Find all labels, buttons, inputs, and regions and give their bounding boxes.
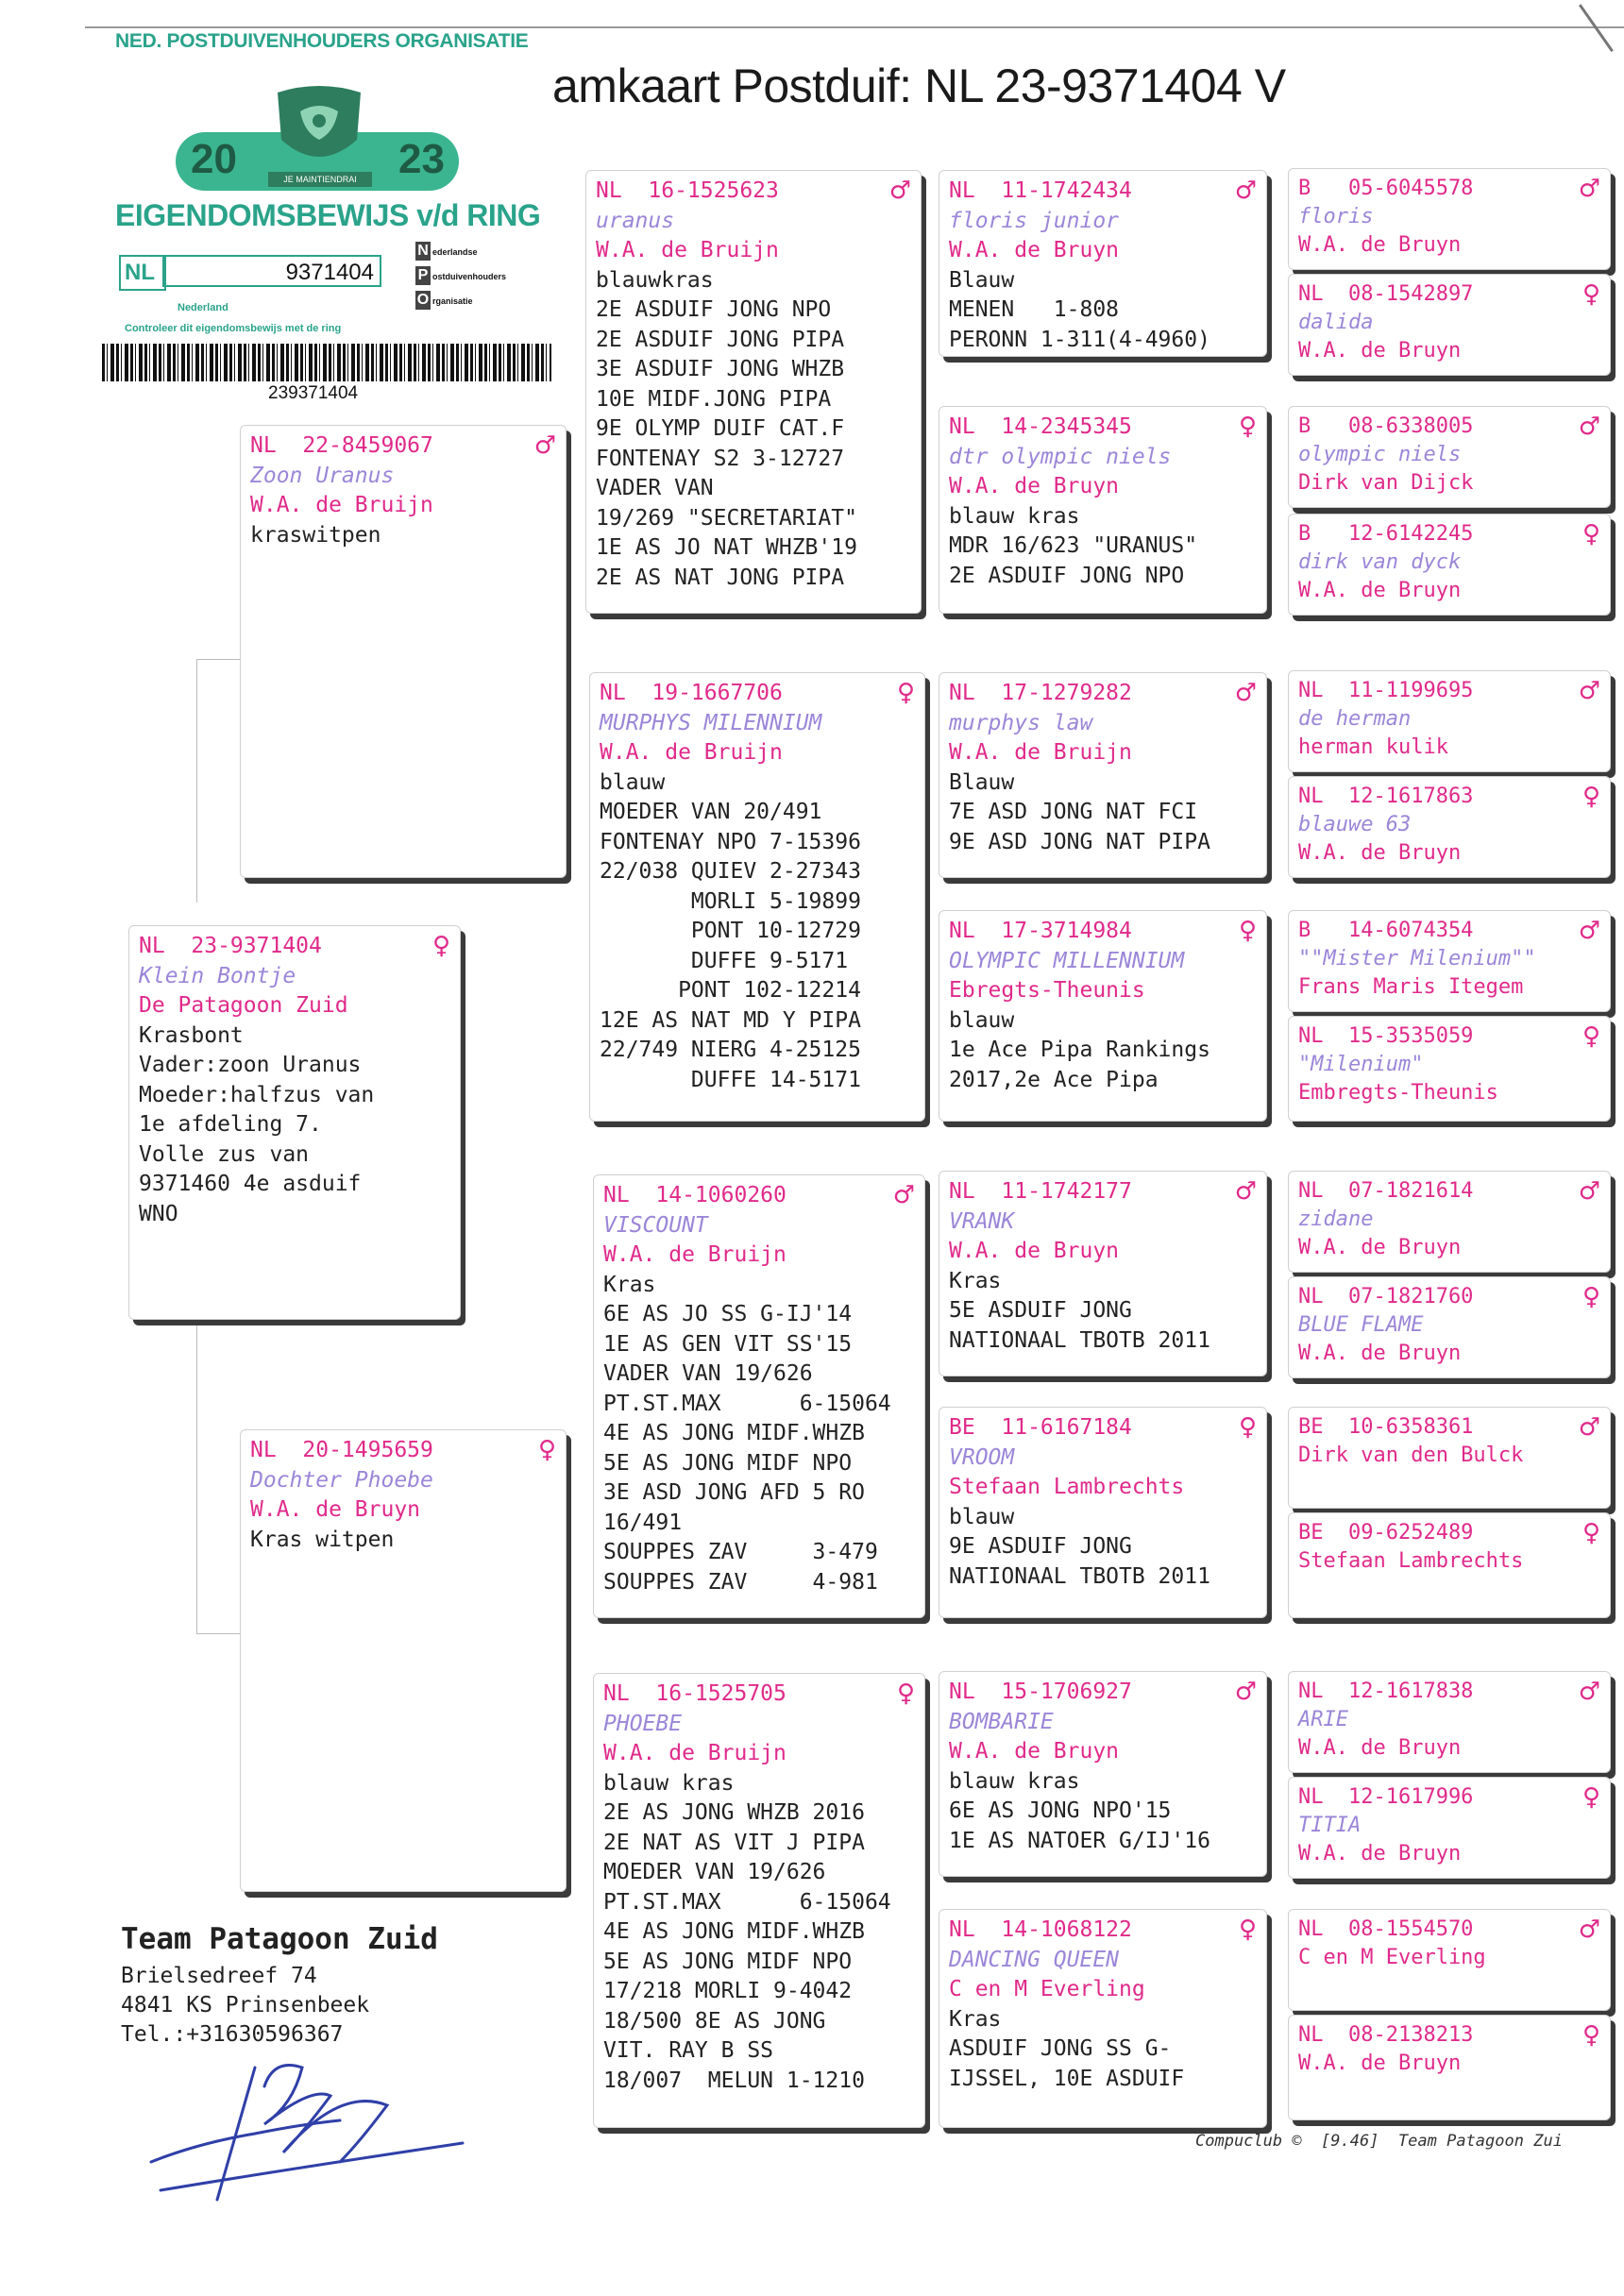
- pigeon-card-sire: [240, 425, 567, 878]
- male-icon: ♂: [1578, 175, 1600, 203]
- pigeon-card-g5: [1288, 670, 1611, 772]
- pigeon-detail: PERONN 1-311(4-4960): [949, 327, 1210, 352]
- pigeon-owner: W.A. de Bruyn: [949, 1239, 1120, 1263]
- pigeon-owner: Embregts-Theunis: [1298, 1081, 1498, 1105]
- pigeon-card-ff: [585, 170, 922, 614]
- pigeon-detail: Krasbont: [139, 1022, 244, 1048]
- pigeon-detail: MDR 16/623 "URANUS": [949, 533, 1198, 558]
- pigeon-detail: WNO: [139, 1201, 178, 1226]
- connector-line: [196, 1633, 244, 1634]
- pigeon-detail: 9371460 4e asduif: [139, 1172, 362, 1196]
- pigeon-detail: blauw: [600, 769, 666, 795]
- ring-line: NL 14-2345345 ♀: [949, 413, 1257, 441]
- female-icon: ♀: [1582, 783, 1600, 811]
- pigeon-detail: kraswitpen: [250, 522, 381, 548]
- pigeon-detail: 7E ASD JONG NAT FCI: [949, 800, 1198, 824]
- pigeon-name: murphys law: [949, 710, 1093, 735]
- pigeon-detail: 9E ASDUIF JONG: [949, 1534, 1132, 1559]
- ring-line: NL 07-1821760 ♀: [1298, 1283, 1600, 1311]
- male-icon: ♂: [1578, 677, 1600, 705]
- pigeon-card-fmm: [939, 910, 1267, 1122]
- team-address: Brielsedreef 74: [121, 1964, 317, 1988]
- male-icon: ♂: [1234, 177, 1257, 205]
- pigeon-name: TITIA: [1298, 1814, 1362, 1837]
- ring-line: NL 12-1617863 ♀: [1298, 783, 1600, 811]
- pigeon-detail: FONTENAY NPO 7-15396: [600, 829, 861, 854]
- pigeon-card-dam: [240, 1429, 567, 1892]
- pigeon-detail: ASDUIF JONG SS G-: [949, 2036, 1172, 2061]
- connector-line: [196, 659, 244, 660]
- pigeon-card-mf: [593, 1174, 925, 1618]
- ring-line: NL 08-1554570 ♂: [1298, 1916, 1600, 1944]
- pigeon-name: VROOM: [949, 1444, 1015, 1470]
- pigeon-card-mff: [939, 1171, 1267, 1376]
- pigeon-detail: 18/007 MELUN 1-1210: [603, 2068, 865, 2093]
- footer-credit: Compuclub © [9.46] Team Patagoon Zui: [1195, 2132, 1563, 2151]
- team-city: 4841 KS Prinsenbeek: [121, 1993, 370, 2017]
- pigeon-name: olympic niels: [1298, 443, 1462, 466]
- pigeon-owner: Dirk van den Bulck: [1298, 1443, 1524, 1467]
- female-icon: ♀: [1238, 413, 1257, 441]
- pigeon-detail: 5E ASDUIF JONG: [949, 1298, 1132, 1323]
- pigeon-owner: W.A. de Bruijn: [603, 1741, 787, 1765]
- pigeon-card-g7: [1288, 910, 1611, 1012]
- ring-line: NL 11-1742434 ♂: [949, 177, 1257, 205]
- pigeon-detail: Vader:zoon Uranus: [139, 1053, 362, 1077]
- pigeon-detail: PT.ST.MAX 6-15064: [603, 1391, 891, 1416]
- certificate-org: NED. POSTDUIVENHOUDERS ORGANISATIE: [115, 30, 529, 52]
- team-name: Team Patagoon Zuid: [121, 1922, 438, 1956]
- barcode: [102, 344, 551, 381]
- male-icon: ♂: [888, 177, 911, 205]
- pigeon-detail: blauw: [949, 1007, 1015, 1033]
- ring-line: NL 12-1617838 ♂: [1298, 1678, 1600, 1706]
- pigeon-detail: VIT. RAY B SS: [603, 2038, 774, 2063]
- ring-line: NL 14-1060260 ♂: [603, 1181, 915, 1209]
- pigeon-detail: 5E AS JONG MIDF NPO: [603, 1450, 853, 1476]
- female-icon: ♀: [1238, 917, 1257, 945]
- pigeon-detail: Moeder:halfzus van: [139, 1082, 375, 1107]
- pigeon-owner: Ebregts-Theunis: [949, 978, 1145, 1003]
- pigeon-owner: Frans Maris Itegem: [1298, 975, 1524, 999]
- pigeon-name: VRANK: [949, 1208, 1015, 1234]
- female-icon: ♀: [1582, 1283, 1600, 1311]
- npo-n: N ederlandse: [415, 242, 478, 261]
- pigeon-name: Klein Bontje: [139, 963, 296, 988]
- pigeon-detail: PONT 102-12214: [600, 978, 861, 1003]
- ring-line: NL 16-1525705 ♀: [603, 1680, 915, 1708]
- pigeon-name: de herman: [1298, 707, 1412, 731]
- pigeon-owner: W.A. de Bruyn: [1298, 2051, 1462, 2075]
- pigeon-owner: W.A. de Bruyn: [949, 1739, 1120, 1764]
- female-icon: ♀: [1582, 2021, 1600, 2050]
- pigeon-name: floris: [1298, 205, 1374, 228]
- pigeon-detail: Kras: [949, 1268, 1002, 1293]
- pigeon-card-g16: [1288, 2015, 1611, 2120]
- pigeon-name: dirk van dyck: [1298, 550, 1462, 574]
- pigeon-detail: 1e afdeling 7.: [139, 1112, 322, 1137]
- female-icon: ♀: [1582, 1022, 1600, 1051]
- female-icon: ♀: [1582, 280, 1600, 309]
- pigeon-card-g8: [1288, 1016, 1611, 1122]
- pigeon-detail: 6E AS JO SS G-IJ'14: [603, 1302, 853, 1326]
- pigeon-detail: NATIONAAL TBOTB 2011: [949, 1327, 1210, 1353]
- pigeon-name: uranus: [596, 208, 675, 233]
- pigeon-name: dalida: [1298, 311, 1374, 334]
- male-icon: ♂: [1234, 1177, 1257, 1206]
- pigeon-owner: Dirk van Dijck: [1298, 471, 1474, 495]
- pigeon-detail: 2E AS JONG WHZB 2016: [603, 1800, 865, 1825]
- pigeon-owner: C en M Everling: [949, 1977, 1145, 2001]
- pigeon-card-g15: [1288, 1909, 1611, 2011]
- pigeon-detail: 17/218 MORLI 9-4042: [603, 1979, 853, 2003]
- pigeon-detail: SOUPPES ZAV 4-981: [603, 1569, 878, 1595]
- pigeon-detail: 1E AS GEN VIT SS'15: [603, 1331, 853, 1357]
- pigeon-detail: 9E OLYMP DUIF CAT.F: [596, 416, 845, 441]
- ring-line: NL 19-1667706 ♀: [600, 679, 915, 707]
- ring-line: NL 08-1542897 ♀: [1298, 280, 1600, 309]
- pigeon-card-g11: [1288, 1407, 1611, 1509]
- pigeon-card-g14: [1288, 1777, 1611, 1879]
- page-title: amkaart Postduif: NL 23-9371404 V: [552, 59, 1286, 112]
- ring-line: NL 20-1495659 ♀: [250, 1436, 556, 1464]
- ring-line: NL 15-3535059 ♀: [1298, 1022, 1600, 1051]
- ring-line: NL 22-8459067 ♂: [250, 431, 556, 460]
- pigeon-name: MURPHYS MILENNIUM: [600, 710, 822, 735]
- pigeon-name: ""Mister Milenium"": [1298, 947, 1536, 971]
- ring-line: NL 17-1279282 ♂: [949, 679, 1257, 707]
- pigeon-name: Dochter Phoebe: [250, 1467, 433, 1493]
- pigeon-detail: MOEDER VAN 19/626: [603, 1860, 826, 1884]
- pigeon-name: PHOEBE: [603, 1711, 683, 1736]
- team-phone: Tel.:+31630596367: [121, 2022, 344, 2047]
- pigeon-detail: 19/269 "SECRETARIAT": [596, 505, 857, 531]
- pigeon-detail: 2E AS NAT JONG PIPA: [596, 565, 845, 590]
- pigeon-detail: 3E ASD JONG AFD 5 RO: [603, 1480, 865, 1505]
- crest-icon: [268, 83, 370, 174]
- pigeon-card-fm: [589, 672, 925, 1122]
- female-icon: ♀: [1582, 1783, 1600, 1812]
- pigeon-detail: MOEDER VAN 20/491: [600, 800, 822, 824]
- pigeon-owner: W.A. de Bruyn: [1298, 1342, 1462, 1365]
- ring-line: NL 12-1617996 ♀: [1298, 1783, 1600, 1812]
- pigeon-detail: DUFFE 9-5171: [600, 948, 849, 973]
- pigeon-detail: FONTENAY S2 3-12727: [596, 446, 845, 471]
- certificate-heading: EIGENDOMSBEWIJS v/d RING: [115, 198, 541, 232]
- pigeon-owner: W.A. de Bruijn: [600, 740, 783, 765]
- motto-ribbon: JE MAINTIENDRAI: [268, 172, 372, 187]
- pigeon-detail: 2E ASDUIF JONG PIPA: [596, 327, 845, 352]
- ring-line: BE 10-6358361 ♂: [1298, 1413, 1600, 1442]
- pigeon-detail: 16/491: [603, 1510, 683, 1535]
- female-icon: ♀: [1238, 1916, 1257, 1944]
- pigeon-detail: 22/038 QUIEV 2-27343: [600, 859, 861, 884]
- pigeon-detail: SOUPPES ZAV 3-479: [603, 1540, 878, 1564]
- pigeon-card-fmf: [939, 672, 1267, 878]
- npo-p: P ostduivenhouders: [415, 266, 506, 285]
- pigeon-detail: 1e Ace Pipa Rankings: [949, 1038, 1210, 1062]
- pigeon-owner: W.A. de Bruyn: [949, 238, 1120, 262]
- pigeon-name: DANCING QUEEN: [949, 1947, 1120, 1972]
- pigeon-detail: 1E AS JO NAT WHZB'19: [596, 535, 857, 560]
- ring-line: NL 11-1742177 ♂: [949, 1177, 1257, 1206]
- female-icon: ♀: [537, 1436, 556, 1464]
- pigeon-detail: blauw kras: [949, 503, 1080, 529]
- ring-line: NL 14-1068122 ♀: [949, 1916, 1257, 1944]
- pigeon-owner: W.A. de Bruyn: [1298, 841, 1462, 865]
- pigeon-detail: 10E MIDF.JONG PIPA: [596, 386, 832, 412]
- connector-line: [196, 659, 197, 903]
- signature-icon: [142, 2030, 482, 2219]
- pigeon-detail: Kras: [603, 1272, 656, 1297]
- pigeon-card-subject: [128, 925, 461, 1320]
- pigeon-owner: Stefaan Lambrechts: [1298, 1549, 1524, 1573]
- npo-o: O rganisatie: [416, 292, 473, 308]
- female-icon: ♀: [1582, 1519, 1600, 1547]
- pigeon-detail: 5E AS JONG MIDF NPO: [603, 1949, 853, 1974]
- pigeon-card-g3: [1288, 406, 1611, 508]
- male-icon: ♂: [1578, 1413, 1600, 1442]
- pigeon-detail: 1E AS NATOER G/IJ'16: [949, 1828, 1210, 1853]
- pigeon-detail: Kras witpen: [250, 1527, 395, 1552]
- ring-line: NL 16-1525623 ♂: [596, 177, 911, 205]
- pigeon-detail: MORLI 5-19899: [600, 888, 861, 914]
- pigeon-card-mm: [593, 1673, 925, 2128]
- pigeon-name: OLYMPIC MILLENNIUM: [949, 948, 1185, 973]
- pigeon-detail: 4E AS JONG MIDF.WHZB: [603, 1421, 865, 1445]
- pigeon-card-mfm: [939, 1407, 1267, 1618]
- male-icon: ♂: [1578, 1678, 1600, 1706]
- pigeon-owner: W.A. de Bruyn: [1298, 339, 1462, 363]
- pigeon-detail: 2E ASDUIF JONG NPO: [949, 563, 1185, 588]
- pigeon-detail: VADER VAN: [596, 476, 714, 500]
- pigeon-card-g12: [1288, 1512, 1611, 1618]
- pigeon-name: floris junior: [949, 208, 1120, 233]
- pigeon-detail: 22/749 NIERG 4-25125: [600, 1038, 861, 1062]
- pigeon-detail: 18/500 8E AS JONG: [603, 2008, 826, 2034]
- ring-line: B 14-6074354 ♂: [1298, 917, 1600, 945]
- pigeon-owner: W.A. de Bruyn: [949, 474, 1120, 498]
- pigeon-owner: Stefaan Lambrechts: [949, 1475, 1185, 1499]
- pigeon-detail: VADER VAN 19/626: [603, 1361, 813, 1386]
- pigeon-card-g2: [1288, 274, 1611, 376]
- pigeon-owner: W.A. de Bruijn: [949, 740, 1132, 765]
- pigeon-card-fff: [939, 170, 1267, 357]
- ownership-certificate: [100, 28, 557, 406]
- male-icon: ♂: [1234, 1678, 1257, 1706]
- pigeon-name: dtr olympic niels: [949, 444, 1172, 469]
- ring-line: NL 07-1821614 ♂: [1298, 1177, 1600, 1206]
- pigeon-name: VISCOUNT: [603, 1212, 708, 1238]
- male-icon: ♂: [1234, 679, 1257, 707]
- pigeon-owner: W.A. de Bruijn: [603, 1242, 787, 1267]
- pigeon-card-ffm: [939, 406, 1267, 614]
- barcode-number: 239371404: [268, 383, 359, 403]
- pigeon-detail: IJSSEL, 10E ASDUIF: [949, 2066, 1185, 2091]
- pigeon-owner: W.A. de Bruyn: [1298, 579, 1462, 602]
- pigeon-name: ARIE: [1298, 1708, 1348, 1731]
- female-icon: ♀: [431, 932, 450, 960]
- pigeon-name: zidane: [1298, 1207, 1374, 1231]
- country-word: Nederland: [178, 302, 228, 313]
- pigeon-detail: 3E ASDUIF JONG WHZB: [596, 357, 845, 381]
- pigeon-owner: W.A. de Bruyn: [1298, 1236, 1462, 1259]
- pigeon-detail: Blauw: [949, 769, 1015, 795]
- pigeon-name: BLUE FLAME: [1298, 1313, 1424, 1337]
- pigeon-name: BOMBARIE: [949, 1709, 1054, 1734]
- pigeon-card-mmm: [939, 1909, 1267, 2128]
- pigeon-card-g6: [1288, 776, 1611, 878]
- pigeon-owner: W.A. de Bruyn: [1298, 233, 1462, 257]
- male-icon: ♂: [1578, 917, 1600, 945]
- pigeon-detail: Volle zus van: [139, 1141, 310, 1167]
- pigeon-detail: blauw: [949, 1504, 1015, 1529]
- pigeon-owner: C en M Everling: [1298, 1946, 1486, 1969]
- pigeon-card-g4: [1288, 514, 1611, 616]
- pigeon-detail: 2E NAT AS VIT J PIPA: [603, 1830, 865, 1855]
- pigeon-detail: 12E AS NAT MD Y PIPA: [600, 1007, 861, 1033]
- pigeon-detail: PT.ST.MAX 6-15064: [603, 1889, 891, 1915]
- country-code: NL: [119, 255, 166, 291]
- male-icon: ♂: [533, 431, 556, 460]
- pigeon-owner: De Patagoon Zuid: [139, 993, 348, 1018]
- male-icon: ♂: [892, 1181, 915, 1209]
- pigeon-detail: 2E ASDUIF JONG NPO: [596, 297, 832, 322]
- pigeon-detail: blauwkras: [596, 267, 714, 293]
- pigeon-card-g10: [1288, 1276, 1611, 1378]
- pigeon-owner: W.A. de Bruyn: [1298, 1736, 1462, 1760]
- ring-line: B 12-6142245 ♀: [1298, 520, 1600, 549]
- ring-number: 9371404: [162, 255, 381, 287]
- pigeon-detail: Kras: [949, 2006, 1002, 2032]
- connector-line: [196, 1320, 197, 1633]
- pigeon-card-mmf: [939, 1671, 1267, 1877]
- pigeon-card-g13: [1288, 1671, 1611, 1773]
- female-icon: ♀: [1238, 1413, 1257, 1442]
- male-icon: ♂: [1578, 1177, 1600, 1206]
- pigeon-detail: 6E AS JONG NPO'15: [949, 1798, 1172, 1823]
- pigeon-name: "Milenium": [1298, 1053, 1424, 1076]
- pigeon-card-g1: [1288, 168, 1611, 270]
- ring-line: BE 09-6252489 ♀: [1298, 1519, 1600, 1547]
- ring-line: NL 08-2138213 ♀: [1298, 2021, 1600, 2050]
- ring-line: NL 17-3714984 ♀: [949, 917, 1257, 945]
- year-left: 20: [191, 136, 237, 182]
- ring-line: B 08-6338005 ♂: [1298, 413, 1600, 441]
- pigeon-detail: DUFFE 14-5171: [600, 1067, 861, 1092]
- pigeon-detail: NATIONAAL TBOTB 2011: [949, 1563, 1210, 1589]
- ring-line: BE 11-6167184 ♀: [949, 1413, 1257, 1442]
- year-right: 23: [398, 136, 445, 182]
- female-icon: ♀: [896, 1680, 915, 1708]
- female-icon: ♀: [1582, 520, 1600, 549]
- pigeon-owner: W.A. de Bruijn: [250, 493, 433, 517]
- pigeon-detail: 9E ASD JONG NAT PIPA: [949, 829, 1210, 854]
- pigeon-detail: blauw kras: [603, 1770, 735, 1796]
- control-text: Controleer dit eigendomsbewijs met de ring: [125, 323, 342, 334]
- pigeon-name: blauwe 63: [1298, 813, 1412, 836]
- pigeon-detail: Blauw: [949, 267, 1015, 293]
- pigeon-name: Zoon Uranus: [250, 463, 395, 488]
- ring-line: NL 11-1199695 ♂: [1298, 677, 1600, 705]
- ring-line: NL 15-1706927 ♂: [949, 1678, 1257, 1706]
- pigeon-owner: herman kulik: [1298, 735, 1448, 759]
- ring-line: B 05-6045578 ♂: [1298, 175, 1600, 203]
- pigeon-detail: 4E AS JONG MIDF.WHZB: [603, 1919, 865, 1944]
- ring-line: NL 23-9371404 ♀: [139, 932, 450, 960]
- pigeon-card-g9: [1288, 1171, 1611, 1273]
- pigeon-detail: MENEN 1-808: [949, 297, 1120, 322]
- male-icon: ♂: [1578, 1916, 1600, 1944]
- male-icon: ♂: [1578, 413, 1600, 441]
- pigeon-detail: 2017,2e Ace Pipa: [949, 1067, 1159, 1092]
- female-icon: ♀: [896, 679, 915, 707]
- pigeon-owner: W.A. de Bruyn: [1298, 1842, 1462, 1866]
- pigeon-detail: blauw kras: [949, 1768, 1080, 1794]
- pigeon-detail: PONT 10-12729: [600, 919, 861, 943]
- pigeon-owner: W.A. de Bruijn: [596, 238, 779, 262]
- pigeon-owner: W.A. de Bruyn: [250, 1497, 421, 1522]
